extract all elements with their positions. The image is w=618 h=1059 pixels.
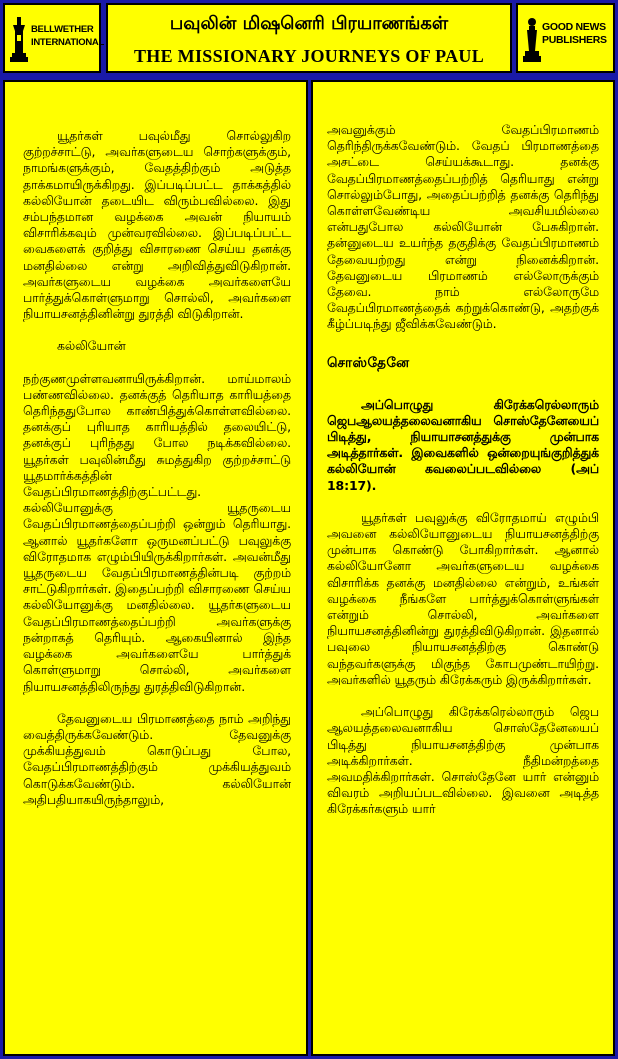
bell-tower-icon [10,17,28,63]
logo-left-text: BELLWETHER INTERNATIONAL [31,24,104,48]
lamp-tower-icon [523,17,541,63]
left-column [3,80,308,1056]
header [0,0,618,76]
bellwether-logo [3,3,104,73]
left-label-kalliyon: கல்லியோன் [57,338,126,354]
right-paragraph-3: அப்பொழுது கிரேக்கரெல்லாரும் ஜெப ஆலயத்தலைவனாகிய சொஸ்தேனேயைப் பிடித்து நியாயசனத்திற்கு முன்பாக அடிக்கிறார்கள். நீதிமன்றத்தை அவமதிக்கிறார்கள். சொஸ்தேனே யார் என்னும் விவரம் அறியப்படவில்லை. இவனை அடித்த கிரேக்கர்களும் யார் [327,704,599,817]
right-column [311,80,615,1056]
scripture-verse: அப்பொழுது கிரேக்கரெல்லாரும் ஜெபஆலயத்தலைவனாகிய சொஸ்தேனேயைப் பிடித்து, நியாயாசனத்துக்கு முன்பாக அடித்தார்கள். இவைகளில் ஒன்றையுங்குறித்துக் கல்லியோன் கவலைப்படவில்லை (அப் 18:17). [327,396,599,493]
title-english: THE MISSIONARY JOURNEYS OF PAUL [133,46,485,66]
right-paragraph-2: யூதர்கள் பவுலுக்கு விரோதமாய் எழும்பி அவனை கல்லியோனுடைய நியாயசனத்திற்கு முன்பாக கொண்டு போகிறார்கள். ஆனால் கல்லியோனோ அவர்களுடைய வழக்கை விசாரிக்க தனக்கு மனதில்லை என்றும், உங்கள் வழக்கை நீங்களே பார்த்துக்கொள்ளுங்கள் என்றும் சொல்லி, அவர்களை நியாயசனத்தினின்று துரத்திவிடுகிறான். இதனால் பவுலை நியாயசனத்திற்கு கொண்டு வந்தவர்களுக்கு மிகுந்த கோபமுண்டாயிற்று. அவர்களில் யூதரும் கிரேக்கரும் இருக்கிறார்கள். [327,509,599,687]
section-heading: சொஸ்தேனே [327,354,410,371]
logo-right-text: GOOD NEWS PUBLISHERS [542,21,607,46]
right-paragraph-1: அவனுக்கும் வேதப்பிரமாணம் தெரிந்திருக்கவேண்டும். வேதப் பிரமாணத்தை அசட்டை செய்யக்கூடாது. தனக்கு வேதப்பிரமாணத்தைப்பற்றித் தெரியாது என்று சொல்லும்போது, அதைப்பற்றித் தனக்கு தெரிந்து கொள்ளவேண்டிய அவசியமில்லை என்பதுபோல கல்லியோன் பேசுகிறான். தன்னுடைய உயர்ந்த தகுதிக்கு வேதப்பிரமாணம் தேவையற்றது என்று நினைக்கிறான். தேவனுடைய பிரமாணம் எல்லோருக்கும் தேவை. நாம் எல்லோருமே வேதப்பிரமாணத்தைக் கற்றுக்கொண்டு, அதற்குக் கீழ்ப்படிந்து ஜீவிக்கவேண்டும். [327,122,599,332]
left-paragraph-1: யூதர்கள் பவுல்மீது சொல்லுகிற குற்றச்சாட்டு, அவர்களுடைய சொற்களுக்கும், நாமங்களுக்கும், வேதத்திற்கும் அடுத்த தாக்கமாயிருக்கிறது. இப்படிப்பட்ட தாக்கத்தில் கல்லியோன் தடையிட விரும்பவில்லை. இது சம்பந்தமான வழக்கை அவன் நியாயம் விசாரிக்கவும் முன்வரவில்லை. இப்படிப்பட்ட வைகளைக் குறித்து விசாரணை செய்ய தனக்கு மனதில்லை என்று அறிவித்துவிடுகிறான். அவர்களுடைய வழக்கை அவர்களையே பார்த்துக்கொள்ளுமாறு சொல்லி, அவர்களை நியாயசனத்தினின்று துரத்தி விடுகிறான். [23,128,291,322]
left-paragraph-2: நற்குணமுள்ளவனாயிருக்கிறான். மாய்மாலம் பண்ணவில்லை. தனக்குத் தெரியாத காரியத்தை தெரிந்ததுபோல காண்பித்துக்கொள்ளவில்லை. தனக்குப் புரியாத காரியத்தில் தலையிட்டு, தனக்குப் புரிந்தது போல நடிக்கவில்லை. யூதர்கள் பவுலின்மீது சுமத்துகிற குற்றச்சாட்டு யூதமார்க்கத்தின் வேதப்பிரமாணத்திற்குட்பட்டது. கல்லியோனுக்கு யூதருடைய வேதப்பிரமாணத்தைப்பற்றி ஒன்றும் தெரியாது. ஆனால் யூதர்களோ ஒருமனப்பட்டு பவுலுக்கு விரோதமாக எழும்பியிருக்கிறார்கள். அவன்மீது யூதருடைய வேதப்பிரமாணத்தின்படி குற்றம் சாட்டுகிறார்கள். இதைப்பற்றி விசாரணை செய்ய கல்லியோனுக்கு மனதில்லை. யூதர்களுடைய வேதப்பிரமாணத்தைப்பற்றி அவர்களுக்கு நன்றாகத் தெரியும். ஆகையினால் இந்த வழக்கை அவர்களையே பார்த்துக் கொள்ளுமாறு சொல்லி, அவர்களை நியாயசனத்திலிருந்து துரத்திவிடுகிறான். [23,370,291,694]
good-news-logo [516,3,615,73]
title-box [106,3,512,73]
left-paragraph-3: தேவனுடைய பிரமாணத்தை நாம் அறிந்து வைத்திருக்கவேண்டும். தேவனுக்கு முக்கியத்துவம் கொடுப்பது போல, வேதப்பிரமாணத்திற்கும் முக்கியத்துவம் கொடுக்கவேண்டும். கல்லியோன் அதிபதியாகயிருந்தாலும், [23,710,291,807]
title-tamil: பவுலின் மிஷனெரி பிரயாணங்கள் [169,13,449,34]
